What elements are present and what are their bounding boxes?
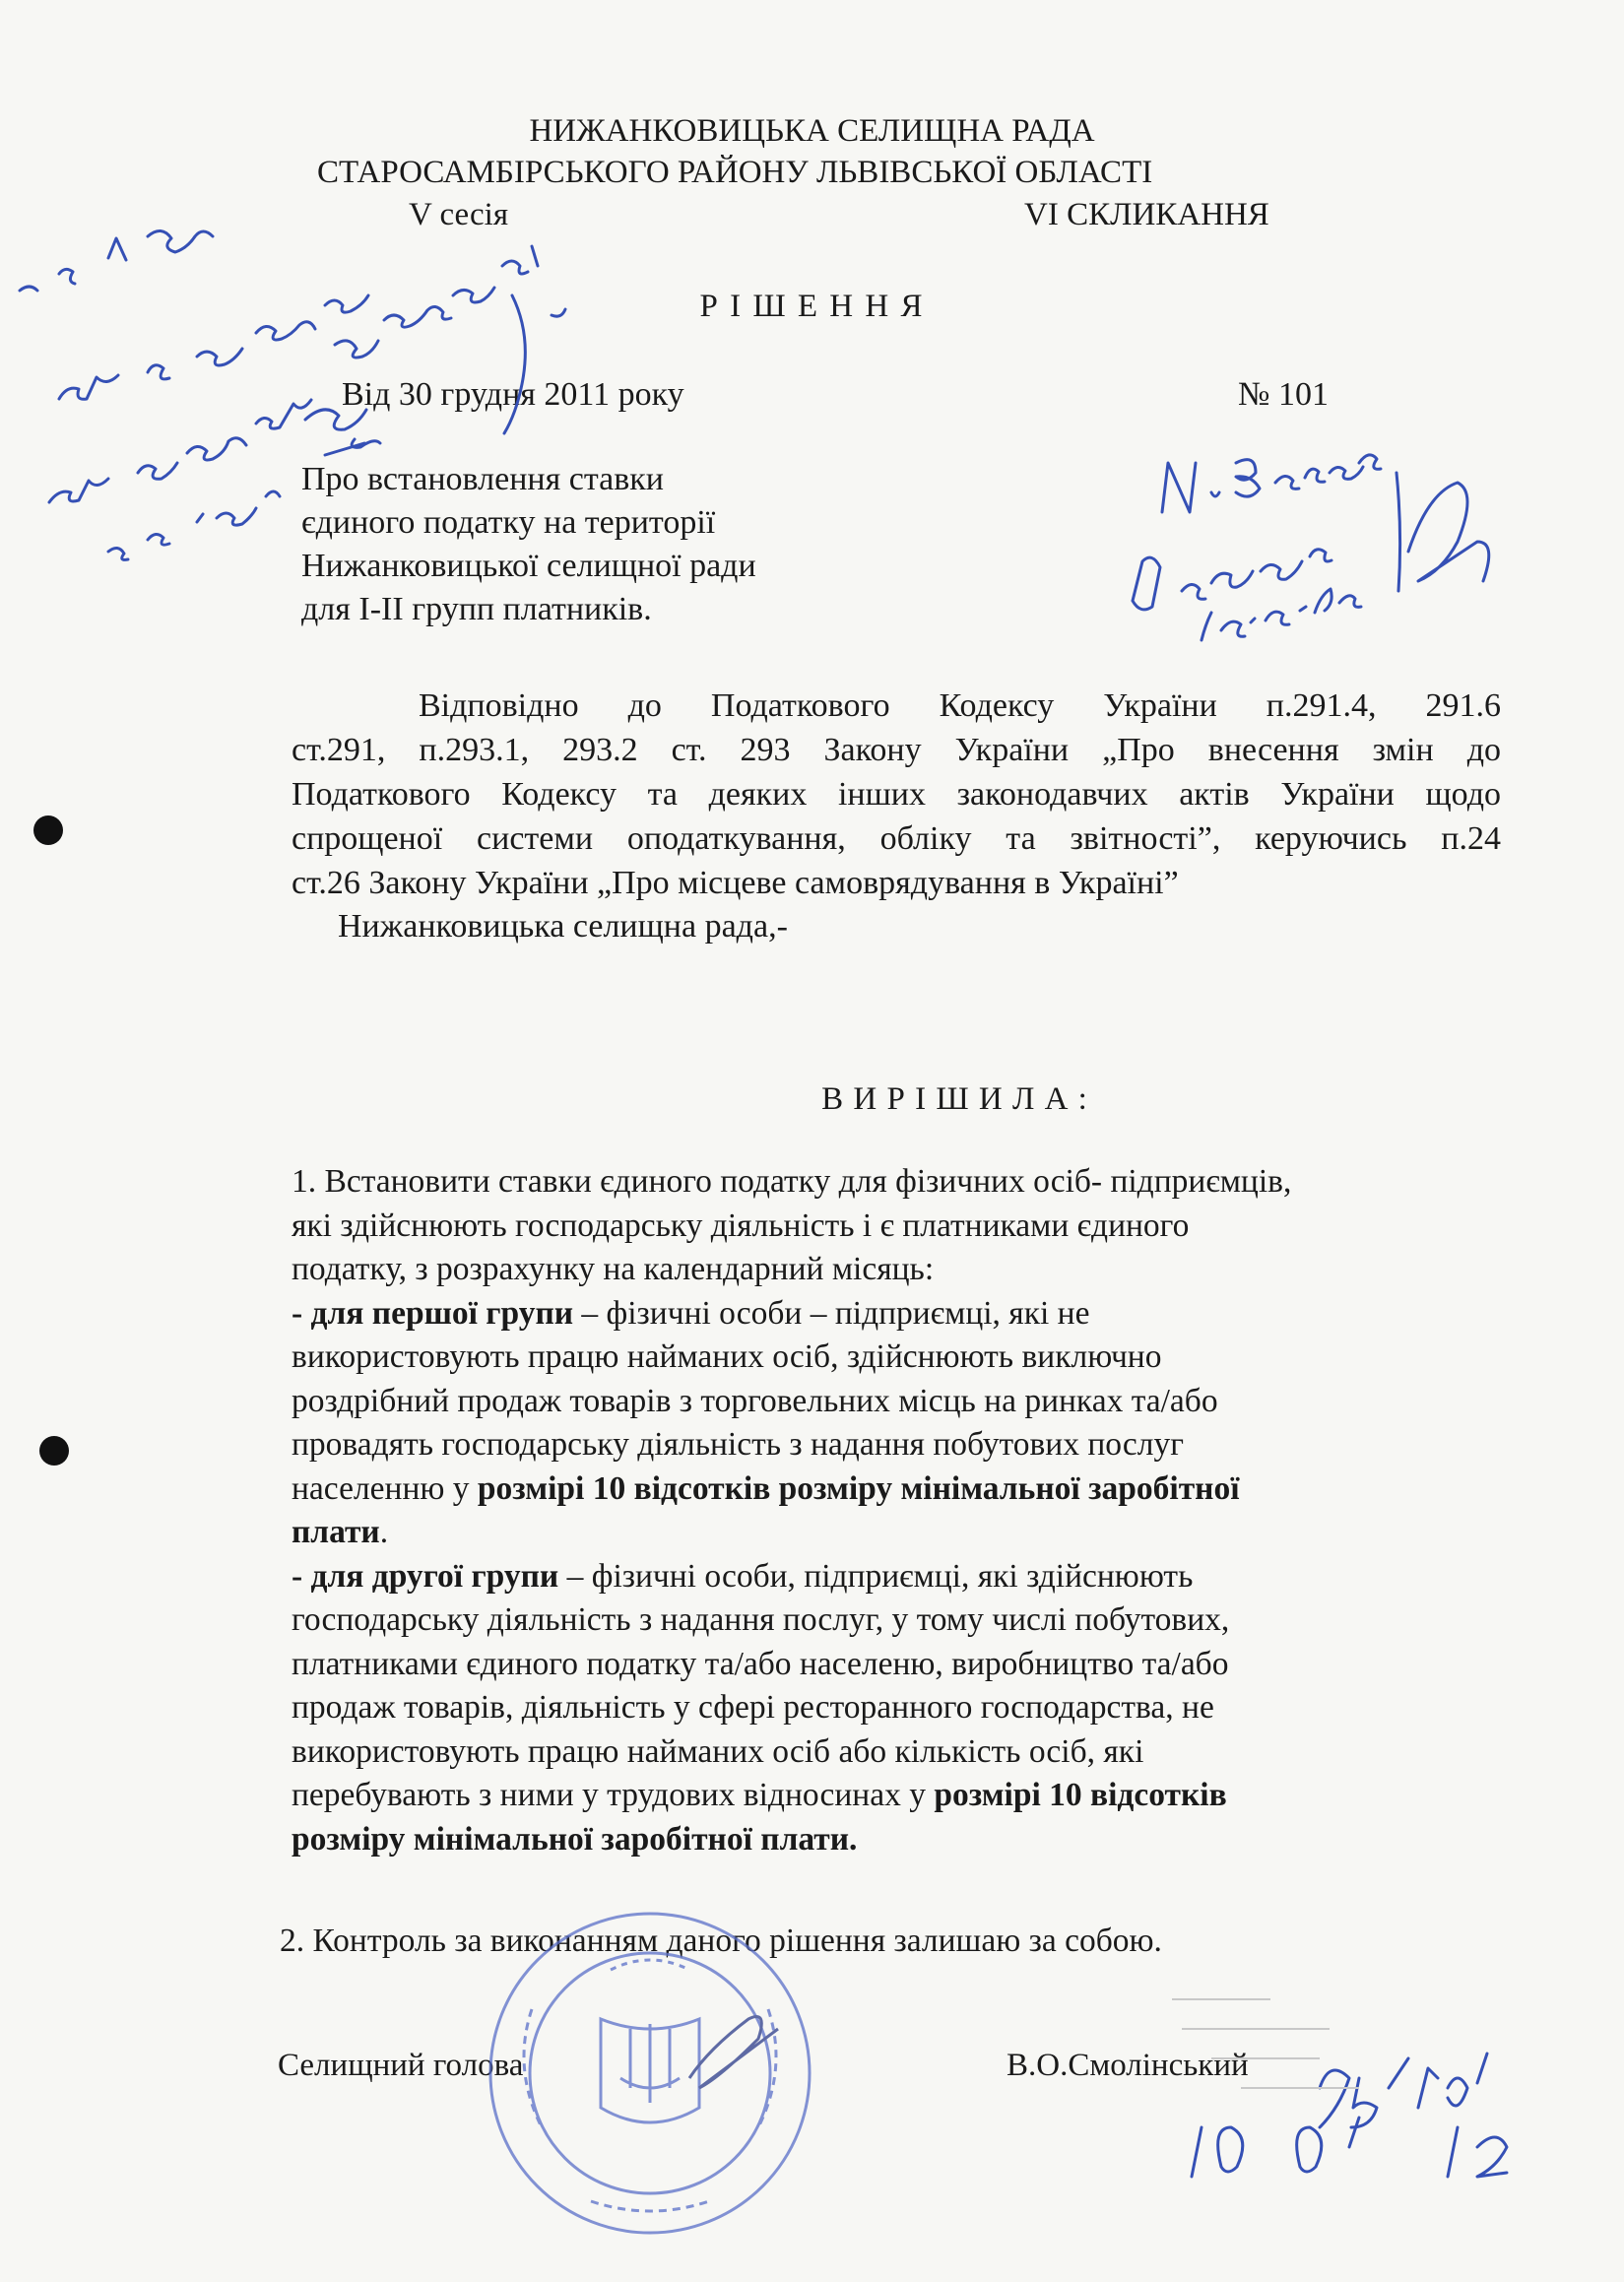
item1-line: 1. Встановити ставки єдиного податку для фізичних осіб- підприємців,: [292, 1163, 1292, 1200]
item1-line: які здійснюють господарську діяльність і є платниками єдиного: [292, 1207, 1190, 1244]
group2-label: - для другої групи: [292, 1558, 559, 1595]
group1-label: - для першої групи: [292, 1295, 574, 1332]
item-2: 2. Контроль за виконанням даного рішення залишаю за собою.: [280, 1923, 1162, 1959]
decision-date: Від 30 грудня 2011 року: [342, 376, 684, 413]
group2-text: – фізичні особи, підприємці, які здійснюють: [558, 1558, 1194, 1595]
preamble-line: спрощеної системи оподаткування, обліку та звітності”, керуючись п.24: [292, 820, 1501, 857]
group2-rate: розмірі 10 відсотків: [934, 1777, 1227, 1813]
group2-line: продаж товарів, діяльність у сфері ресторанного господарства, не: [292, 1689, 1214, 1726]
faint-bleed-through-text: [1172, 1999, 1359, 2088]
header-session: V сесія: [409, 197, 508, 232]
group2-line: використовують працю найманих осіб або кількість осіб, які: [292, 1733, 1144, 1770]
subject-line: Нижанковицької селищної ради: [301, 548, 756, 584]
registration-handwriting: [1192, 2054, 1507, 2177]
official-stamp: [490, 1914, 810, 2233]
group1-rate-end-bold: плати: [292, 1514, 380, 1550]
preamble-line: ст.291, п.293.1, 293.2 ст. 293 Закону України „Про внесення змін до: [292, 732, 1501, 768]
signatory-name: В.О.Смолінський: [1007, 2048, 1249, 2083]
group2-rate-prefix: перебувають з ними у трудових відносинах у: [292, 1777, 935, 1813]
header-convocation: VI СКЛИКАННЯ: [1024, 197, 1269, 232]
subject-line: єдиного податку на території: [301, 504, 716, 541]
group1-line: використовують працю найманих осіб, здійснюють виключно: [292, 1338, 1162, 1375]
group1-line: провадять господарську діяльність з надання побутових послуг: [292, 1426, 1184, 1463]
preamble-line: ст.26 Закону України „Про місцеве самоврядування в Україні”: [292, 865, 1179, 901]
header-council-name: НИЖАНКОВИЦЬКА СЕЛИЩНА РАДА: [529, 113, 1095, 149]
left-resolution-handwriting: [20, 230, 565, 559]
right-resolution-handwriting: [1133, 455, 1489, 640]
preamble-line: Відповідно до Податкового Кодексу України п.291.4, 291.6: [419, 687, 1501, 724]
preamble-line: Податкового Кодексу та деяких інших законодавчих актів України щодо: [292, 776, 1501, 813]
header-district: СТАРОСАМБІРСЬКОГО РАЙОНУ ЛЬВІВСЬКОЇ ОБЛАСТІ: [317, 155, 1153, 190]
group2-rate-end-bold: розміру мінімальної заробітної плати.: [292, 1821, 858, 1858]
council-line: Нижанковицька селищна рада,-: [338, 908, 788, 945]
group1-rate-end-plain: .: [379, 1514, 389, 1550]
signatory-position: Селищний голова: [278, 2048, 524, 2083]
group1-line: роздрібний продаж товарів з торговельних місць на ринках та/або: [292, 1383, 1218, 1419]
group1-text: – фізичні особи – підприємці, які не: [573, 1295, 1090, 1332]
group2-line: господарську діяльність з надання послуг, у тому числі побутових,: [292, 1601, 1230, 1638]
decision-number: № 101: [1238, 376, 1329, 413]
group2-line: платниками єдиного податку та/або населеню, виробництво та/або: [292, 1646, 1229, 1682]
subject-line: для І-ІІ групп платників.: [301, 591, 652, 627]
subject-line: Про встановлення ставки: [301, 461, 664, 497]
group1-rate: розмірі 10 відсотків розміру мінімальної заробітної: [477, 1470, 1240, 1507]
item1-line: податку, з розрахунку на календарний місяць:: [292, 1251, 935, 1287]
group1-rate-prefix: населенню у: [292, 1470, 478, 1507]
decided-text: В И Р І Ш И Л А :: [821, 1081, 1088, 1117]
document-title: Р І Ш Е Н Н Я: [699, 289, 925, 324]
